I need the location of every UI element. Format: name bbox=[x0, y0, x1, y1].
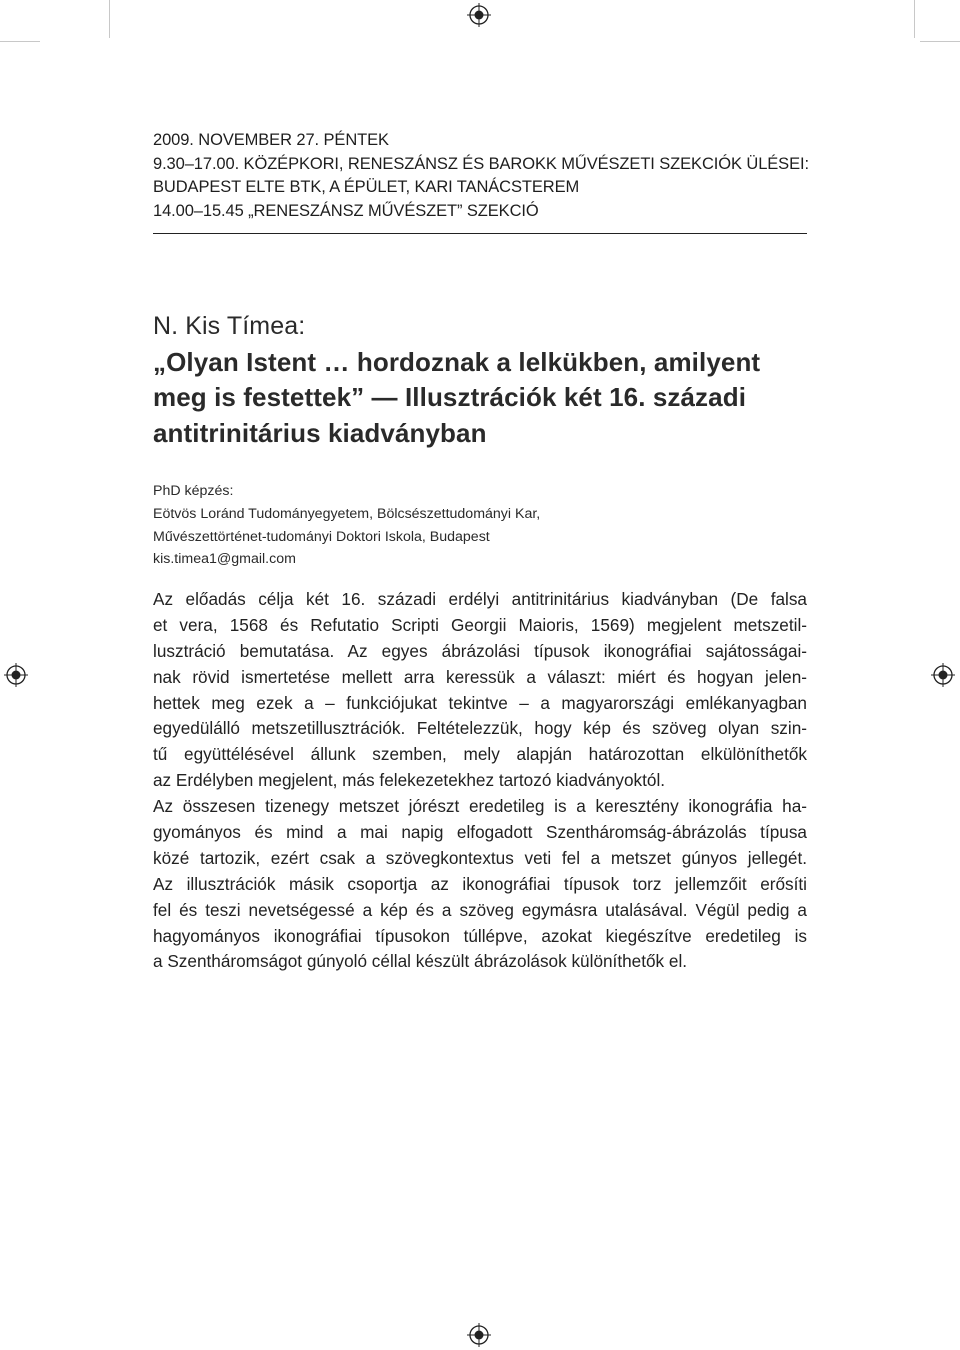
abstract-line: fel és teszi nevetségessé a kép és a szöveg egymásra utalásával. Végül pedig a bbox=[153, 899, 807, 920]
abstract-line: et vera, 1568 és Refutatio Scripti Georgii Maioris, 1569) megjelent metszetil- bbox=[153, 614, 807, 635]
talk-title-line: „Olyan Istent … hordoznak a lelkükben, amilyent bbox=[153, 346, 761, 377]
abstract-line: Az összesen tizenegy metszet jórészt eredetileg is a keresztény ikonográfia ha- bbox=[153, 796, 807, 817]
crop-mark-right-top bbox=[920, 41, 960, 42]
crop-mark-left-top bbox=[0, 41, 40, 42]
registration-mark-icon bbox=[931, 663, 955, 687]
program-label: PhD képzés: bbox=[153, 483, 234, 499]
header-divider bbox=[153, 233, 807, 234]
header-date: 2009. NOVEMBER 27. PÉNTEK bbox=[153, 131, 389, 149]
crop-mark-top-left bbox=[109, 0, 110, 38]
header-venue: BUDAPEST ELTE BTK, A ÉPÜLET, KARI TANÁCSTEREM bbox=[153, 178, 580, 196]
author-affiliation bbox=[153, 480, 807, 571]
abstract-line: egyedülálló metszetillusztrációk. Feltételezzük, hogy kép és szöveg olyan szin- bbox=[153, 718, 807, 739]
abstract-line: hagyományos ikonográfiai típusokon túllépve, azokat kiegészítve eredetileg is bbox=[153, 925, 807, 946]
registration-mark-icon bbox=[4, 663, 28, 687]
abstract-line: lusztráció bemutatása. Az egyes ábrázolási típusok ikonográfiai sajátosságai- bbox=[153, 640, 807, 661]
talk-title-line: antitrinitárius kiadványban bbox=[153, 417, 487, 448]
abstract-line: a Szentháromságot gúnyoló céllal készült ábrázolások különíthetők el. bbox=[153, 951, 688, 972]
abstract-line: Az illusztrációk másik csoportja az ikonográfiai típusok torz jellemzőit erősíti bbox=[153, 873, 807, 894]
abstract-line: tű együttélésével állunk szemben, mely alapján határozottan elkülöníthetők bbox=[153, 744, 807, 765]
abstract-line: gyományos és mind a mai napig elfogadott Szentháromság-ábrázolás típusa bbox=[153, 822, 807, 843]
abstract-line: Az előadás célja két 16. századi erdélyi antitrinitárius kiadványban (De falsa bbox=[153, 589, 807, 609]
abstract-line: az Erdélyben megjelent, más felekezetekhez tartozó kiadványoktól. bbox=[153, 770, 666, 791]
talk-title-block bbox=[153, 309, 807, 451]
author-email: kis.timea1@gmail.com bbox=[153, 551, 296, 568]
registration-mark-icon bbox=[467, 1323, 491, 1347]
abstract-line: hettek meg ezek a – funkciójukat tekintve – a magyarországi emlékanyagban bbox=[153, 692, 807, 713]
crop-mark-top-right bbox=[914, 0, 915, 38]
registration-mark-icon bbox=[467, 3, 491, 27]
author-name: N. Kis Tímea: bbox=[153, 312, 306, 340]
header-section: 14.00–15.45 „RENESZÁNSZ MŰVÉSZET” SZEKCIÓ bbox=[153, 201, 539, 220]
institution-line: Eötvös Loránd Tudományegyetem, Bölcsészettudományi Kar, bbox=[153, 505, 541, 522]
abstract-line: közé tartozik, ezért csak a szövegkontextus veti fel a metszet gúnyos jellegét. bbox=[153, 847, 807, 868]
session-header bbox=[153, 129, 807, 223]
header-session: 9.30–17.00. KÖZÉPKORI, RENESZÁNSZ ÉS BAROKK MŰVÉSZETI SZEKCIÓK ÜLÉSEI: bbox=[153, 154, 809, 173]
abstract-line: nak rövid ismertetése mellett arra keressük a választ: miért és hogyan jelen- bbox=[153, 666, 807, 687]
institution-line: Művészettörténet-tudományi Doktori Iskola, Budapest bbox=[153, 528, 490, 545]
talk-title-line: meg is festettek” — Illusztrációk két 16. századi bbox=[153, 382, 747, 412]
abstract-body bbox=[153, 587, 807, 975]
